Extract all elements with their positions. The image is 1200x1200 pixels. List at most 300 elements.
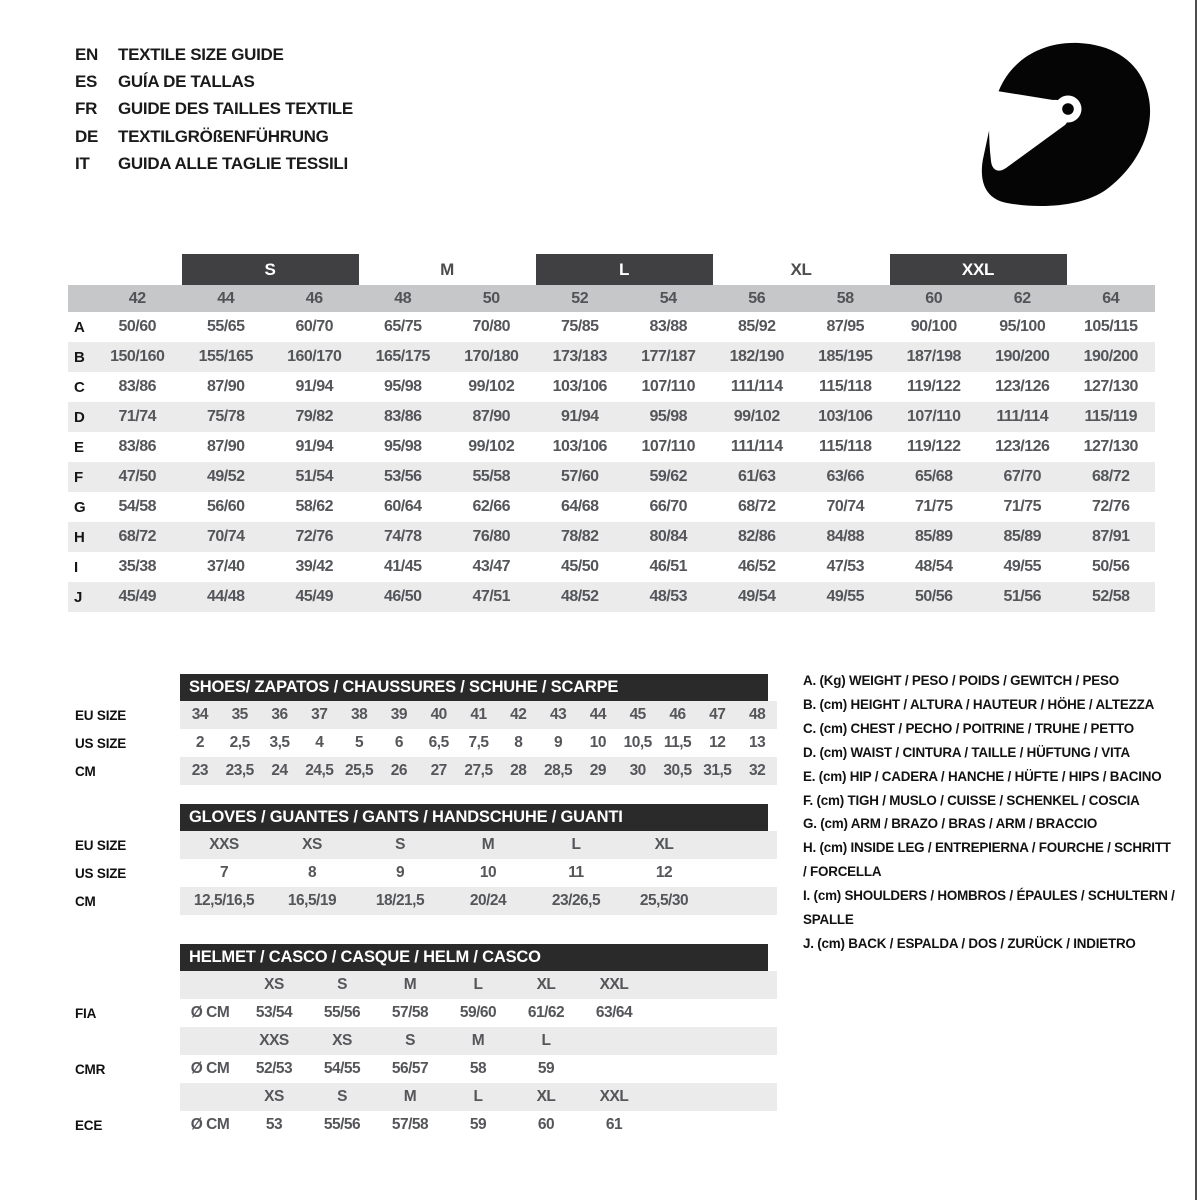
numeric-size: 42 bbox=[128, 289, 146, 307]
shoes-table-title: SHOES/ ZAPATOS / CHAUSSURES / SCHUHE / SCARPE bbox=[180, 674, 768, 701]
size-value: 190/200 bbox=[1083, 348, 1138, 365]
size-value: 35/38 bbox=[118, 558, 157, 575]
helmet-size-label: XXS bbox=[259, 1032, 289, 1049]
size-value: 48/53 bbox=[649, 588, 688, 605]
size-value: 60/70 bbox=[295, 318, 334, 335]
size-value: 87/90 bbox=[206, 378, 245, 395]
size-group-xxl: XXL bbox=[890, 254, 1067, 285]
shoes-size-value: 29 bbox=[589, 762, 607, 779]
language-code: EN bbox=[75, 44, 99, 64]
helmet-size-label: S bbox=[405, 1032, 415, 1049]
legend-item: D. (cm) WAIST / CINTURA / TAILLE / HÜFTUNG / VITA bbox=[803, 744, 1130, 760]
shoes-size-value: 5 bbox=[355, 734, 364, 751]
racing-helmet-icon bbox=[975, 40, 1157, 210]
gloves-table-row bbox=[65, 831, 777, 859]
size-value: 87/95 bbox=[826, 318, 865, 335]
numeric-size: 60 bbox=[925, 289, 943, 307]
size-value: 57/60 bbox=[560, 468, 599, 485]
size-value: 60/64 bbox=[383, 498, 422, 515]
shoes-size-value: 30,5 bbox=[663, 762, 692, 779]
numeric-size: 62 bbox=[1013, 289, 1031, 307]
legend-item: C. (cm) CHEST / PECHO / POITRINE / TRUHE / PETTO bbox=[803, 720, 1134, 736]
size-value: 119/122 bbox=[907, 378, 961, 395]
size-table-row bbox=[68, 522, 1155, 552]
size-value: 83/86 bbox=[118, 378, 157, 395]
size-table-row bbox=[68, 582, 1155, 612]
size-value: 79/82 bbox=[295, 408, 334, 425]
helmet-size-label: L bbox=[541, 1032, 551, 1049]
size-value: 170/180 bbox=[464, 348, 519, 365]
helmet-size-value: 57/58 bbox=[391, 1116, 429, 1133]
shoes-size-value: 43 bbox=[549, 706, 567, 723]
size-value: 72/76 bbox=[295, 528, 334, 545]
size-table-row bbox=[68, 552, 1155, 582]
size-value: 51/54 bbox=[295, 468, 334, 485]
helmet-org-label: CMR bbox=[75, 1061, 106, 1077]
shoes-size-value: 6,5 bbox=[428, 734, 449, 751]
helmet-table-title: HELMET / CASCO / CASQUE / HELM / CASCO bbox=[180, 944, 768, 971]
gloves-size-value: XXS bbox=[209, 836, 239, 853]
numeric-size-band bbox=[68, 285, 1155, 312]
size-value: 71/75 bbox=[1003, 498, 1042, 515]
size-value: 51/56 bbox=[1003, 588, 1042, 605]
size-value: 127/130 bbox=[1083, 378, 1138, 395]
size-group-xl: XL bbox=[790, 259, 812, 279]
shoes-size-value: 25,5 bbox=[345, 762, 374, 779]
helmet-values-row bbox=[65, 1111, 777, 1139]
shoes-size-value: 2,5 bbox=[229, 734, 250, 751]
row-letter: I bbox=[74, 558, 79, 576]
shoes-size-value: 11,5 bbox=[663, 734, 692, 751]
size-guide-table bbox=[68, 254, 1155, 612]
size-value: 190/200 bbox=[995, 348, 1050, 365]
size-value: 50/60 bbox=[118, 318, 157, 335]
size-value: 119/122 bbox=[907, 438, 961, 455]
helmet-size-label: XL bbox=[536, 1088, 556, 1105]
size-value: 185/195 bbox=[818, 348, 873, 365]
shoes-size-value: 48 bbox=[748, 706, 766, 723]
helmet-size-value: 60 bbox=[537, 1116, 555, 1133]
size-value: 44/48 bbox=[206, 588, 245, 605]
helmet-size-value: 61 bbox=[605, 1116, 623, 1133]
size-value: 85/89 bbox=[914, 528, 953, 545]
helmet-diameter-label: Ø CM bbox=[190, 1004, 230, 1021]
language-code: IT bbox=[75, 154, 90, 174]
gloves-size-value: 16,5/19 bbox=[287, 892, 337, 909]
size-value: 63/66 bbox=[826, 468, 865, 485]
size-value: 61/63 bbox=[737, 468, 776, 485]
language-name: TEXTILE SIZE GUIDE bbox=[118, 44, 284, 64]
helmet-size-label: S bbox=[337, 976, 347, 993]
numeric-size: 48 bbox=[394, 289, 412, 307]
helmet-diameter-label: Ø CM bbox=[190, 1116, 230, 1133]
shoes-table-row bbox=[65, 729, 777, 757]
helmet-size-value: 63/64 bbox=[595, 1004, 633, 1021]
shoes-size-value: 9 bbox=[554, 734, 563, 751]
row-letter: H bbox=[74, 528, 85, 546]
legend-item: H. (cm) INSIDE LEG / ENTREPIERNA / FOURCHE / SCHRITT / FORCELLA bbox=[803, 840, 1171, 880]
shoes-size-value: 10,5 bbox=[623, 734, 652, 751]
size-value: 107/110 bbox=[907, 408, 961, 425]
legend-item: A. (Kg) WEIGHT / PESO / POIDS / GEWITCH / PESO bbox=[803, 673, 1119, 688]
size-value: 49/54 bbox=[737, 588, 776, 605]
shoes-size-value: 32 bbox=[748, 762, 766, 779]
helmet-size-value: 55/56 bbox=[323, 1004, 361, 1021]
size-value: 71/75 bbox=[914, 498, 953, 515]
size-value: 75/85 bbox=[560, 318, 599, 335]
size-value: 103/106 bbox=[552, 378, 607, 395]
size-value: 48/52 bbox=[560, 588, 599, 605]
helmet-sizes-row bbox=[65, 1083, 777, 1111]
helmet-size-label: XXL bbox=[599, 1088, 629, 1105]
size-value: 115/118 bbox=[818, 438, 872, 455]
numeric-size: 46 bbox=[305, 289, 323, 307]
helmet-org-label: ECE bbox=[75, 1117, 103, 1133]
gloves-row-label: EU SIZE bbox=[75, 837, 127, 853]
size-value: 82/86 bbox=[737, 528, 776, 545]
shoes-size-value: 12 bbox=[709, 734, 726, 751]
shoes-size-value: 42 bbox=[510, 706, 527, 723]
gloves-size-value: S bbox=[395, 836, 405, 853]
helmet-size-value: 61/62 bbox=[527, 1004, 565, 1021]
helmet-size-value: 59 bbox=[537, 1060, 555, 1077]
shoes-size-value: 10 bbox=[589, 734, 607, 751]
numeric-size: 54 bbox=[659, 289, 677, 307]
size-value: 83/86 bbox=[383, 408, 422, 425]
gloves-size-value: XL bbox=[654, 836, 674, 853]
size-value: 55/65 bbox=[206, 318, 245, 335]
row-letter: A bbox=[74, 318, 85, 336]
language-row bbox=[75, 151, 353, 178]
size-value: 155/165 bbox=[198, 348, 253, 365]
shoes-table-row bbox=[65, 701, 777, 729]
size-value: 87/91 bbox=[1091, 528, 1130, 545]
numeric-size: 56 bbox=[748, 289, 766, 307]
size-value: 46/52 bbox=[737, 558, 776, 575]
size-value: 111/114 bbox=[996, 408, 1049, 425]
helmet-size-label: XS bbox=[264, 1088, 284, 1105]
helmet-size-value: 52/53 bbox=[255, 1060, 293, 1077]
legend-item: G. (cm) ARM / BRAZO / BRAS / ARM / BRACCIO bbox=[803, 816, 1098, 832]
helmet-sizes-row bbox=[65, 971, 777, 999]
language-name: GUÍA DE TALLAS bbox=[118, 72, 255, 92]
gloves-table-row bbox=[65, 887, 777, 915]
row-letter: D bbox=[74, 408, 85, 426]
size-value: 70/80 bbox=[472, 318, 511, 335]
size-value: 115/119 bbox=[1084, 408, 1138, 425]
shoes-size-value: 27 bbox=[430, 762, 447, 779]
shoes-table-body bbox=[65, 701, 777, 785]
legend-item: B. (cm) HEIGHT / ALTURA / HAUTEUR / HÖHE / ALTEZZA bbox=[803, 696, 1155, 712]
shoes-size-value: 8 bbox=[514, 734, 523, 751]
gloves-size-value: 18/21,5 bbox=[375, 892, 425, 909]
gloves-size-value: 25,5/30 bbox=[639, 892, 689, 909]
gloves-table-title: GLOVES / GUANTES / GANTS / HANDSCHUHE / GUANTI bbox=[180, 804, 768, 831]
gloves-table-row bbox=[65, 859, 777, 887]
size-value: 74/78 bbox=[383, 528, 422, 545]
size-value: 115/118 bbox=[818, 378, 872, 395]
size-value: 50/56 bbox=[914, 588, 953, 605]
size-value: 187/198 bbox=[906, 348, 961, 365]
shoes-size-value: 41 bbox=[470, 706, 487, 723]
shoes-size-value: 31,5 bbox=[703, 762, 732, 779]
language-name: TEXTILGRÖßENFÜHRUNG bbox=[118, 126, 329, 146]
size-value: 87/90 bbox=[206, 438, 245, 455]
size-value: 90/100 bbox=[910, 318, 957, 335]
row-letter: F bbox=[74, 468, 84, 486]
size-value: 99/102 bbox=[468, 438, 515, 455]
language-row bbox=[75, 123, 353, 150]
shoes-size-value: 6 bbox=[394, 734, 403, 751]
size-value: 68/72 bbox=[118, 528, 157, 545]
size-value: 80/84 bbox=[649, 528, 688, 545]
shoes-size-value: 35 bbox=[231, 706, 248, 723]
size-value: 49/55 bbox=[826, 588, 865, 605]
size-value: 107/110 bbox=[641, 378, 695, 395]
row-letter: B bbox=[74, 348, 85, 366]
gloves-size-value: 10 bbox=[479, 864, 497, 881]
helmet-size-label: XS bbox=[332, 1032, 352, 1049]
size-value: 83/86 bbox=[118, 438, 157, 455]
shoes-size-value: 30 bbox=[629, 762, 646, 779]
gloves-size-value: 20/24 bbox=[469, 892, 507, 909]
gloves-size-value: 12,5/16,5 bbox=[193, 892, 255, 909]
numeric-size: 52 bbox=[571, 289, 589, 307]
size-value: 85/92 bbox=[737, 318, 776, 335]
size-value: 165/175 bbox=[375, 348, 430, 365]
numeric-size: 58 bbox=[836, 289, 854, 307]
helmet-size-label: M bbox=[403, 976, 417, 993]
size-value: 127/130 bbox=[1083, 438, 1138, 455]
shoes-size-value: 7,5 bbox=[468, 734, 489, 751]
helmet-size-value: 59/60 bbox=[459, 1004, 497, 1021]
gloves-row-label: US SIZE bbox=[75, 865, 127, 881]
size-value: 68/72 bbox=[737, 498, 776, 515]
row-letter: J bbox=[74, 588, 83, 606]
size-value: 68/72 bbox=[1091, 468, 1130, 485]
size-value: 43/47 bbox=[472, 558, 511, 575]
gloves-size-value: 23/26,5 bbox=[551, 892, 601, 909]
size-value: 39/42 bbox=[295, 558, 334, 575]
shoes-size-value: 36 bbox=[271, 706, 288, 723]
size-table-row bbox=[68, 372, 1155, 402]
shoes-size-value: 46 bbox=[669, 706, 686, 723]
language-code: ES bbox=[75, 72, 98, 92]
gloves-table-body bbox=[65, 831, 777, 915]
size-value: 160/170 bbox=[287, 348, 342, 365]
size-value: 173/183 bbox=[552, 348, 607, 365]
size-value: 177/187 bbox=[641, 348, 696, 365]
size-value: 62/66 bbox=[472, 498, 511, 515]
size-value: 99/102 bbox=[733, 408, 780, 425]
gloves-size-value: 9 bbox=[395, 864, 405, 881]
language-row bbox=[75, 41, 353, 68]
size-value: 111/114 bbox=[730, 378, 783, 395]
helmet-size-label: S bbox=[337, 1088, 347, 1105]
shoes-size-value: 34 bbox=[191, 706, 209, 723]
legend-item: I. (cm) SHOULDERS / HOMBROS / ÉPAULES / SCHULTERN / SPALLE bbox=[803, 888, 1175, 928]
right-edge-rule bbox=[1195, 0, 1197, 1200]
shoes-size-value: 4 bbox=[315, 734, 324, 751]
gloves-size-value: 11 bbox=[568, 864, 584, 881]
row-letter: C bbox=[74, 378, 85, 396]
size-value: 70/74 bbox=[826, 498, 865, 515]
helmet-size-value: 56/57 bbox=[391, 1060, 429, 1077]
legend-item: E. (cm) HIP / CADERA / HANCHE / HÜFTE / HIPS / BACINO bbox=[803, 768, 1162, 784]
size-value: 182/190 bbox=[729, 348, 784, 365]
language-code: DE bbox=[75, 126, 99, 146]
shoes-table bbox=[65, 674, 777, 785]
row-letter: G bbox=[74, 498, 86, 516]
shoes-size-value: 37 bbox=[311, 706, 328, 723]
size-value: 45/49 bbox=[118, 588, 157, 605]
size-value: 67/70 bbox=[1003, 468, 1042, 485]
helmet-size-value: 57/58 bbox=[391, 1004, 429, 1021]
gloves-size-value: L bbox=[571, 836, 581, 853]
gloves-size-value: 12 bbox=[655, 864, 673, 881]
size-value: 45/49 bbox=[295, 588, 334, 605]
size-value: 84/88 bbox=[826, 528, 865, 545]
gloves-size-value: 7 bbox=[219, 864, 229, 881]
measurement-legend bbox=[803, 669, 1175, 956]
size-value: 105/115 bbox=[1084, 318, 1138, 335]
helmet-size-label: L bbox=[473, 976, 483, 993]
size-value: 54/58 bbox=[118, 498, 157, 515]
size-value: 70/74 bbox=[206, 528, 245, 545]
size-value: 85/89 bbox=[1003, 528, 1042, 545]
size-value: 103/106 bbox=[552, 438, 607, 455]
language-name: GUIDE DES TAILLES TEXTILE bbox=[118, 99, 353, 119]
size-value: 95/98 bbox=[383, 438, 422, 455]
helmet-sizes-row bbox=[65, 1027, 777, 1055]
size-value: 78/82 bbox=[560, 528, 599, 545]
size-value: 123/126 bbox=[995, 378, 1050, 395]
language-row bbox=[75, 96, 353, 123]
size-value: 103/106 bbox=[818, 408, 873, 425]
helmet-size-label: XXL bbox=[599, 976, 629, 993]
size-value: 46/51 bbox=[649, 558, 688, 575]
size-value: 47/51 bbox=[472, 588, 511, 605]
size-value: 65/75 bbox=[383, 318, 422, 335]
size-value: 95/98 bbox=[649, 408, 688, 425]
shoes-size-value: 23 bbox=[191, 762, 209, 779]
shoes-row-label: CM bbox=[75, 763, 96, 779]
legend-item: F. (cm) TIGH / MUSLO / CUISSE / SCHENKEL / COSCIA bbox=[803, 792, 1140, 808]
shoes-size-value: 39 bbox=[390, 706, 408, 723]
helmet-size-value: 58 bbox=[469, 1060, 487, 1077]
size-value: 75/78 bbox=[206, 408, 245, 425]
size-value: 65/68 bbox=[914, 468, 953, 485]
size-group-m: M bbox=[440, 259, 454, 279]
language-row bbox=[75, 68, 353, 95]
size-value: 150/160 bbox=[110, 348, 165, 365]
helmet-size-label: M bbox=[403, 1088, 417, 1105]
size-value: 64/68 bbox=[560, 498, 599, 515]
size-value: 41/45 bbox=[383, 558, 422, 575]
size-value: 123/126 bbox=[995, 438, 1050, 455]
shoes-size-value: 3,5 bbox=[269, 734, 290, 751]
size-value: 107/110 bbox=[641, 438, 695, 455]
gloves-size-value: M bbox=[481, 836, 495, 853]
size-table-row bbox=[68, 312, 1155, 342]
groups-spacer bbox=[68, 254, 93, 285]
size-table-body bbox=[68, 312, 1155, 612]
size-table-row bbox=[68, 402, 1155, 432]
shoes-row-label: US SIZE bbox=[75, 735, 127, 751]
gloves-size-value: XS bbox=[302, 836, 322, 853]
size-groups-row bbox=[68, 254, 1155, 285]
legend-item: J. (cm) BACK / ESPALDA / DOS / ZURÜCK / INDIETRO bbox=[803, 935, 1136, 951]
helmet-table-body bbox=[65, 971, 777, 1139]
size-value: 56/60 bbox=[206, 498, 245, 515]
size-value: 47/50 bbox=[118, 468, 157, 485]
size-value: 49/52 bbox=[206, 468, 245, 485]
size-value: 99/102 bbox=[468, 378, 515, 395]
gloves-size-value: 8 bbox=[307, 864, 317, 881]
size-value: 47/53 bbox=[826, 558, 865, 575]
size-value: 91/94 bbox=[295, 438, 334, 455]
helmet-size-label: M bbox=[471, 1032, 485, 1049]
size-value: 72/76 bbox=[1091, 498, 1130, 515]
helmet-values-row bbox=[65, 999, 777, 1027]
shoes-size-value: 28 bbox=[510, 762, 527, 779]
size-value: 53/56 bbox=[383, 468, 422, 485]
gloves-row-label: CM bbox=[75, 893, 96, 909]
size-value: 91/94 bbox=[560, 408, 599, 425]
shoes-size-value: 2 bbox=[195, 734, 204, 751]
size-table-row bbox=[68, 432, 1155, 462]
size-value: 45/50 bbox=[560, 558, 599, 575]
helmet-size-value: 59 bbox=[469, 1116, 487, 1133]
helmet-diameter-label: Ø CM bbox=[190, 1060, 230, 1077]
row-letter: E bbox=[74, 438, 85, 456]
size-value: 76/80 bbox=[472, 528, 511, 545]
helmet-size-label: XS bbox=[264, 976, 284, 993]
size-value: 87/90 bbox=[472, 408, 511, 425]
helmet-org-label: FIA bbox=[75, 1005, 97, 1021]
shoes-size-value: 44 bbox=[589, 706, 607, 723]
language-list bbox=[75, 41, 353, 178]
shoes-size-value: 40 bbox=[430, 706, 447, 723]
size-value: 37/40 bbox=[206, 558, 245, 575]
size-value: 49/55 bbox=[1003, 558, 1042, 575]
shoes-size-value: 28,5 bbox=[544, 762, 573, 779]
numeric-size: 64 bbox=[1102, 289, 1120, 307]
language-name: GUIDA ALLE TAGLIE TESSILI bbox=[118, 154, 348, 174]
size-value: 55/58 bbox=[472, 468, 511, 485]
size-table-row bbox=[68, 342, 1155, 372]
shoes-size-value: 45 bbox=[629, 706, 646, 723]
helmet-values-row bbox=[65, 1055, 777, 1083]
shoes-size-value: 13 bbox=[748, 734, 766, 751]
size-value: 66/70 bbox=[649, 498, 688, 515]
size-value: 58/62 bbox=[295, 498, 334, 515]
helmet-size-value: 53 bbox=[265, 1116, 283, 1133]
shoes-table-row bbox=[65, 757, 777, 785]
shoes-size-value: 24 bbox=[271, 762, 288, 779]
shoes-size-value: 26 bbox=[390, 762, 408, 779]
size-value: 59/62 bbox=[649, 468, 688, 485]
numeric-size: 44 bbox=[217, 289, 235, 307]
size-group-s: S bbox=[182, 254, 359, 285]
shoes-row-label: EU SIZE bbox=[75, 707, 127, 723]
size-group-l: L bbox=[536, 254, 713, 285]
shoes-size-value: 38 bbox=[350, 706, 368, 723]
size-table-row bbox=[68, 492, 1155, 522]
size-value: 111/114 bbox=[730, 438, 783, 455]
helmet-size-value: 54/55 bbox=[323, 1060, 361, 1077]
language-code: FR bbox=[75, 99, 98, 119]
